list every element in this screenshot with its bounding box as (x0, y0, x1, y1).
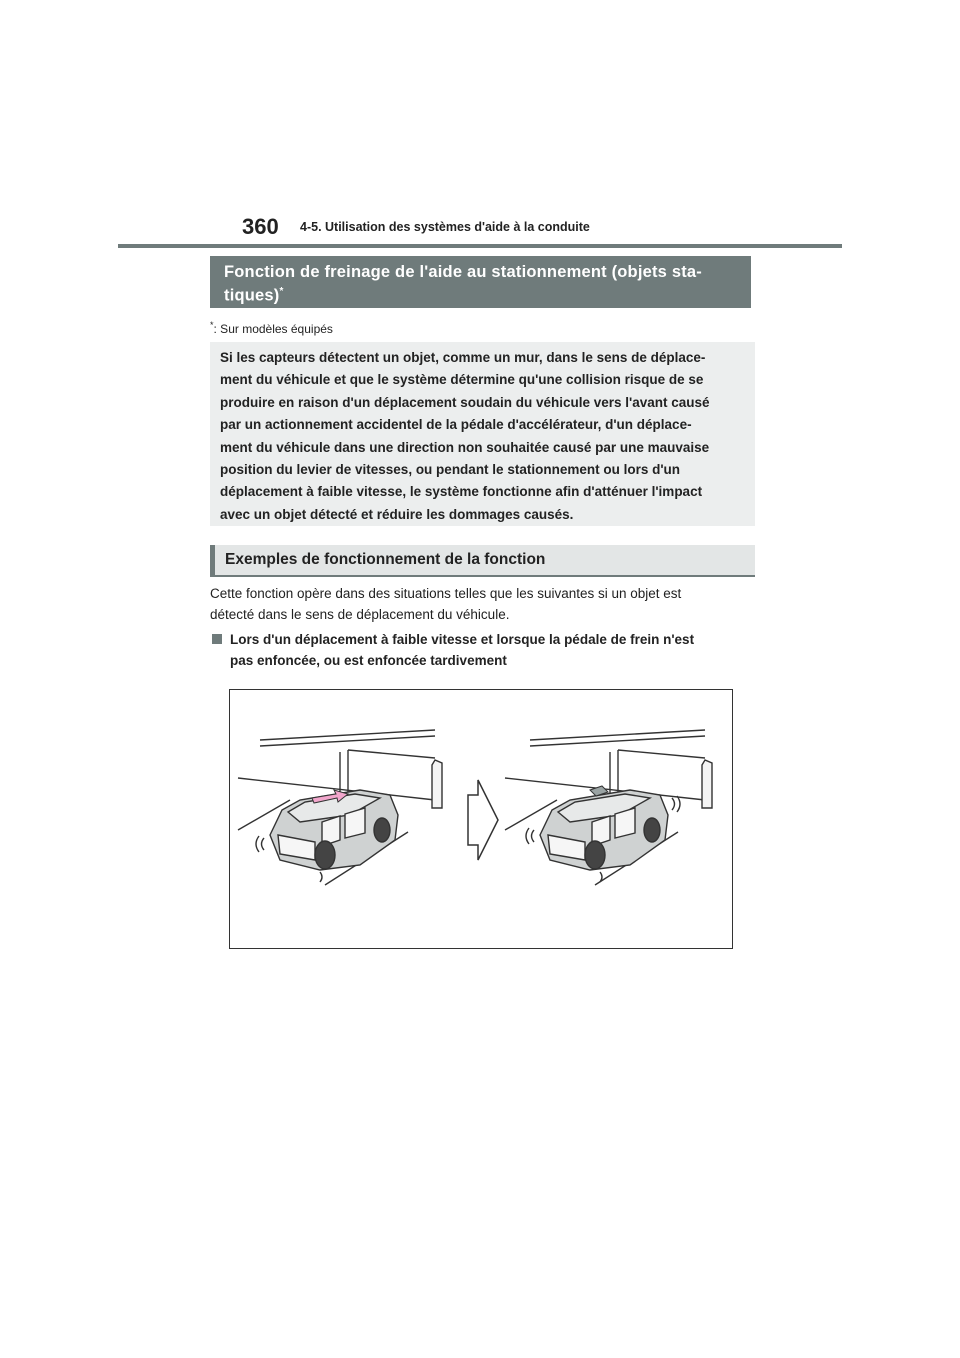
parking-brake-illustration (230, 690, 732, 948)
sensor-waves (526, 828, 534, 844)
intro-box (210, 342, 755, 526)
footnote (210, 320, 333, 336)
intro-line: ment du véhicule dans une direction non souhaitée causé par une mauvaise (220, 439, 710, 455)
square-bullet-icon (212, 634, 222, 644)
intro-line: déplacement à faible vitesse, le système fonctionne afin d'atténuer l'impact (220, 484, 703, 500)
body-line: Cette fonction opère dans des situations telles que les suivantes si un objet est (210, 586, 682, 601)
sensor-waves (256, 836, 264, 852)
intro-line: par un actionnement accidentel de la pédale d'accélérateur, d'un déplace- (220, 417, 692, 433)
sensor-waves (600, 872, 602, 882)
intro-line: avec un objet détecté et réduire les dommages causés. (220, 506, 574, 522)
scene-before (238, 730, 442, 885)
section-title (210, 256, 751, 308)
wheel (644, 818, 660, 842)
intro-line: position du levier de vitesses, ou pendant le stationnement ou lors d'un (220, 462, 681, 478)
running-header: 4-5. Utilisation des systèmes d'aide à la conduite (300, 220, 590, 234)
wall-post (340, 750, 348, 794)
footnote-text: : Sur modèles équipés (213, 322, 333, 336)
wall-panel-top (618, 750, 705, 758)
footnote-marker: * (210, 320, 214, 330)
section-title-footnote-marker: * (279, 286, 284, 297)
wall-rail-top-2 (530, 736, 705, 746)
wall-post (610, 750, 618, 794)
wheel (315, 841, 335, 869)
sensor-waves (320, 872, 322, 882)
wall-rail-top (260, 730, 435, 740)
body-line: détecté dans le sens de déplacement du véhicule. (210, 607, 510, 622)
subsection-title: Exemples de fonctionnement de la fonction (210, 545, 755, 577)
wall-end-post (702, 760, 712, 808)
body-paragraph (210, 583, 755, 625)
wall-end-post (432, 760, 442, 808)
wall-panel-top (348, 750, 435, 758)
wheel (374, 818, 390, 842)
wall-rail-top (530, 730, 705, 740)
bullet-item (212, 629, 752, 671)
wheel (585, 841, 605, 869)
intro-line: ment du véhicule et que le système détermine qu'une collision risque de se (220, 372, 704, 388)
section-title-line-1: Fonction de freinage de l'aide au stationnement (objets sta- (224, 263, 702, 281)
page-number: 360 (242, 214, 279, 239)
intro-line: Si les capteurs détectent un objet, comme un mur, dans le sens de déplace- (220, 350, 706, 365)
bullet-text: Lors d'un déplacement à faible vitesse et lorsque la pédale de frein n'est pas enfoncée, ou est enfoncée tardivement (230, 632, 695, 668)
section-title-line-2: tiques)* (224, 286, 284, 305)
scene-after (505, 730, 712, 885)
wall-rail-top-2 (260, 736, 435, 746)
header-rule (118, 244, 842, 248)
sensor-waves (672, 796, 680, 812)
transition-arrow (468, 780, 498, 860)
intro-line: produire en raison d'un déplacement soudain du véhicule vers l'avant causé (220, 394, 710, 410)
illustration-frame (229, 689, 733, 949)
